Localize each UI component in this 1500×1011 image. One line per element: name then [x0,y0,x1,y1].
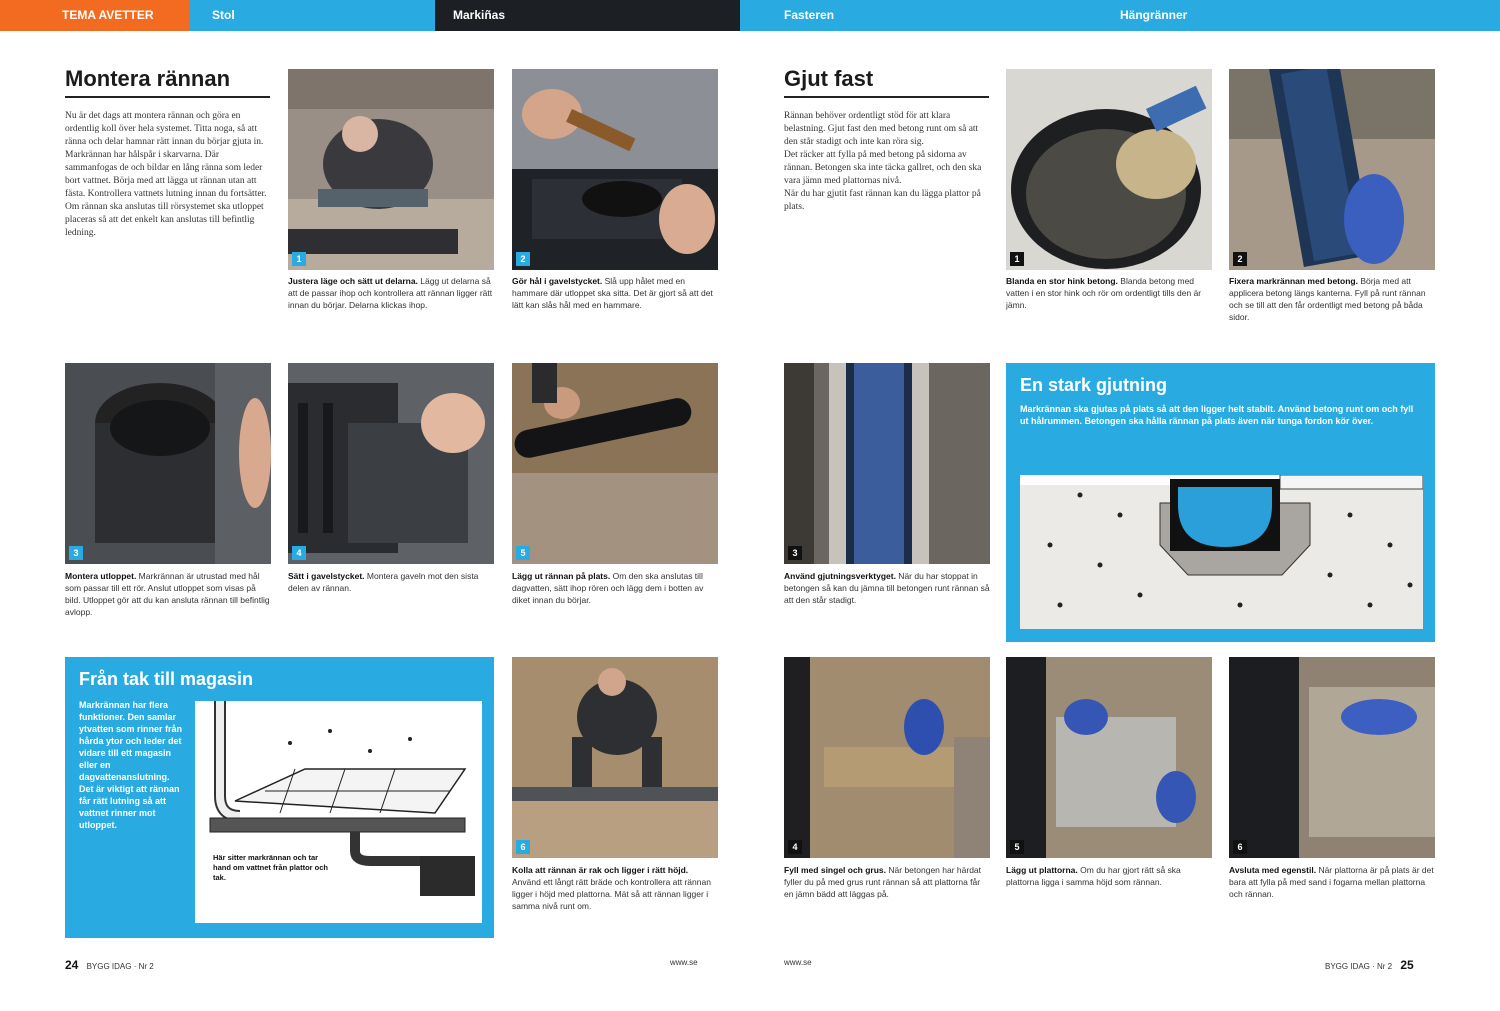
left-footer [65,958,154,972]
right-intro-text: Rännan behöver ordentligt stöd för att klara belastning. Gjut fast den med betong runt om så att den står stadigt och inte kan röra sig. Det räcker att fylla på med betong på sidorna av rännan. Betongen ska inte täcka gallret, och den ska vara jämn med plattornas nivå. När du har gjutit fast rännan kan du lägga plattor på plats. [784,111,982,212]
info-box-title: Från tak till magasin [79,669,254,689]
step-number-badge: 6 [516,840,530,854]
drainage-diagram [195,701,482,923]
step-number-badge: 5 [1010,840,1024,854]
left-footer-magazine: BYGG IDAG · Nr 2 [86,962,154,971]
info-box-strong-casting [1006,363,1435,642]
caption-step-6: Kolla att rännan är rak och ligger i rätt höjd. Använd ett långt rätt bräde och kontrollera att rännan ligger i höjd med plattorna. Mät så att rännan ligger i samma nivå runt om. [512,865,711,911]
step-number-badge: 4 [788,840,802,854]
left-page-number: 24 [65,958,79,972]
step-number-badge: 6 [1233,840,1247,854]
right-footer-magazine: BYGG IDAG · Nr 2 [1325,962,1393,971]
casting-cross-section-diagram [1020,475,1423,629]
info-box-text: Markrännan ska gjutas på plats så att den ligger helt stabilt. Använd betong runt om och fyll ut hålrummen. Betongen ska hålla rännan på plats även när tunga fordon kör över. [1020,404,1414,426]
caption-gjut-step-3: Använd gjutningsverktyget. När du har stoppat in betongen så kan du jämna till betongen runt rännan så att den står stadigt. [784,571,990,605]
photo-step-6 [512,657,718,858]
nav-tab-2[interactable]: Stol [212,8,235,22]
step-number-badge: 3 [788,546,802,560]
step-number-badge: 1 [1010,252,1024,266]
photo-step-1 [288,69,494,270]
photo-step-3 [65,363,271,564]
photo-step-5 [512,363,718,564]
photo-gjut-step-3 [784,363,990,564]
photo-gjut-step-5 [1006,657,1212,858]
nav-tab-theme[interactable]: TEMA AVETTER [0,0,190,31]
caption-step-3: Montera utloppet. Markrännan är utrustad med hål som passar till ett rör. Anslut utloppet som visas på bild. Utloppet gör att du kan ansluta rännan till befintlig avlopp. [65,571,270,617]
caption-gjut-step-2: Fixera markrännan med betong. Börja med att applicera betong längs kanterna. Fyll på runt rännan och se till att den får ordentligt med betong på båda sidor. [1229,276,1426,322]
section-nav [0,0,1500,31]
title-rule [784,96,989,98]
info-box-roof-to-storage [65,657,494,938]
caption-step-4: Sätt i gavelstycket. Montera gaveln mot den sista delen av rännan. [288,571,479,593]
step-number-badge: 1 [292,252,306,266]
nav-tab-4[interactable]: Fasteren [784,8,835,22]
step-number-badge: 4 [292,546,306,560]
caption-gjut-step-1: Blanda en stor hink betong. Blanda betong med vatten i en stor hink och rör om ordentligt tills den är jämn. [1006,276,1202,310]
caption-gjut-step-6: Avsluta med egenstil. När plattorna är på plats är det bara att fylla på med sand i fogarna mellan plattorna och rännan. [1229,865,1434,899]
caption-gjut-step-4: Fyll med singel och grus. När betongen har härdat fyller du på med grus runt rännan så att plattorna får en jämn bädd att läggas på. [784,865,982,899]
right-page-number: 25 [1400,958,1414,972]
step-number-badge: 2 [1233,252,1247,266]
caption-gjut-step-5: Lägg ut plattorna. Om du har gjort rätt så ska plattorna ligga i samma höjd som rännan. [1006,865,1181,887]
photo-gjut-step-1 [1006,69,1212,270]
nav-tab-3-active[interactable]: Markiñas [435,0,740,31]
photo-gjut-step-4 [784,657,990,858]
info-box-title: En stark gjutning [1020,375,1168,395]
nav-tab-5[interactable]: Hängränner [1120,8,1188,22]
right-footer [1325,958,1414,972]
info-box-text: Markrännan har flera funktioner. Den samlar ytvatten som rinner från hårda ytor och leder det vidare till ett magasin eller en dagvattenanslutning. Det är viktigt att rännan får rätt lutning så att vattnet rinner mot utloppet. [79,700,183,830]
diagram-label: Här sitter markrännan och tar hand om vattnet från plattor och tak. [213,853,329,882]
photo-step-2 [512,69,718,270]
left-footer-url[interactable]: www.se [670,958,698,967]
left-intro-text: Nu är det dags att montera rännan och göra en ordentlig koll över hela systemet. Titta noga, så att ränna och delar hamnar rätt innan du börjar gjuta in. Markrännan har hålspår i skarvarna. Där sammanfogas de och bildar en lång ränna som leder bort vattnet. Börja med att lägga ut rännan utan att fästa. Kontrollera vattnets lutning innan du fortsätter. Om rännan ska anslutas till rörsystemet ska utloppet placeras så att det enkelt kan anslutas till befintlig ledning. [65,111,267,238]
caption-step-2: Gör hål i gavelstycket. Slå upp hålet med en hammare där utloppet ska sitta. Det är gjort så att det lätt kan slås hål med en hammare. [512,276,713,310]
right-page-title: Gjut fast [784,66,874,91]
photo-gjut-step-6 [1229,657,1435,858]
step-number-badge: 5 [516,546,530,560]
right-footer-url[interactable]: www.se [784,958,812,967]
step-number-badge: 3 [69,546,83,560]
photo-step-4 [288,363,494,564]
photo-gjut-step-2 [1229,69,1435,270]
caption-step-5: Lägg ut rännan på plats. Om den ska anslutas till dagvatten, sätt ihop rören och lägg dem i botten av diket innan du börjar. [512,571,704,605]
step-number-badge: 2 [516,252,530,266]
left-page-title: Montera rännan [65,66,231,91]
title-rule [65,96,270,98]
caption-step-1: Justera läge och sätt ut delarna. Lägg ut delarna så att de passar ihop och kontrollera att rännan ligger rätt innan du börjar. Delarna klickas ihop. [288,276,493,310]
